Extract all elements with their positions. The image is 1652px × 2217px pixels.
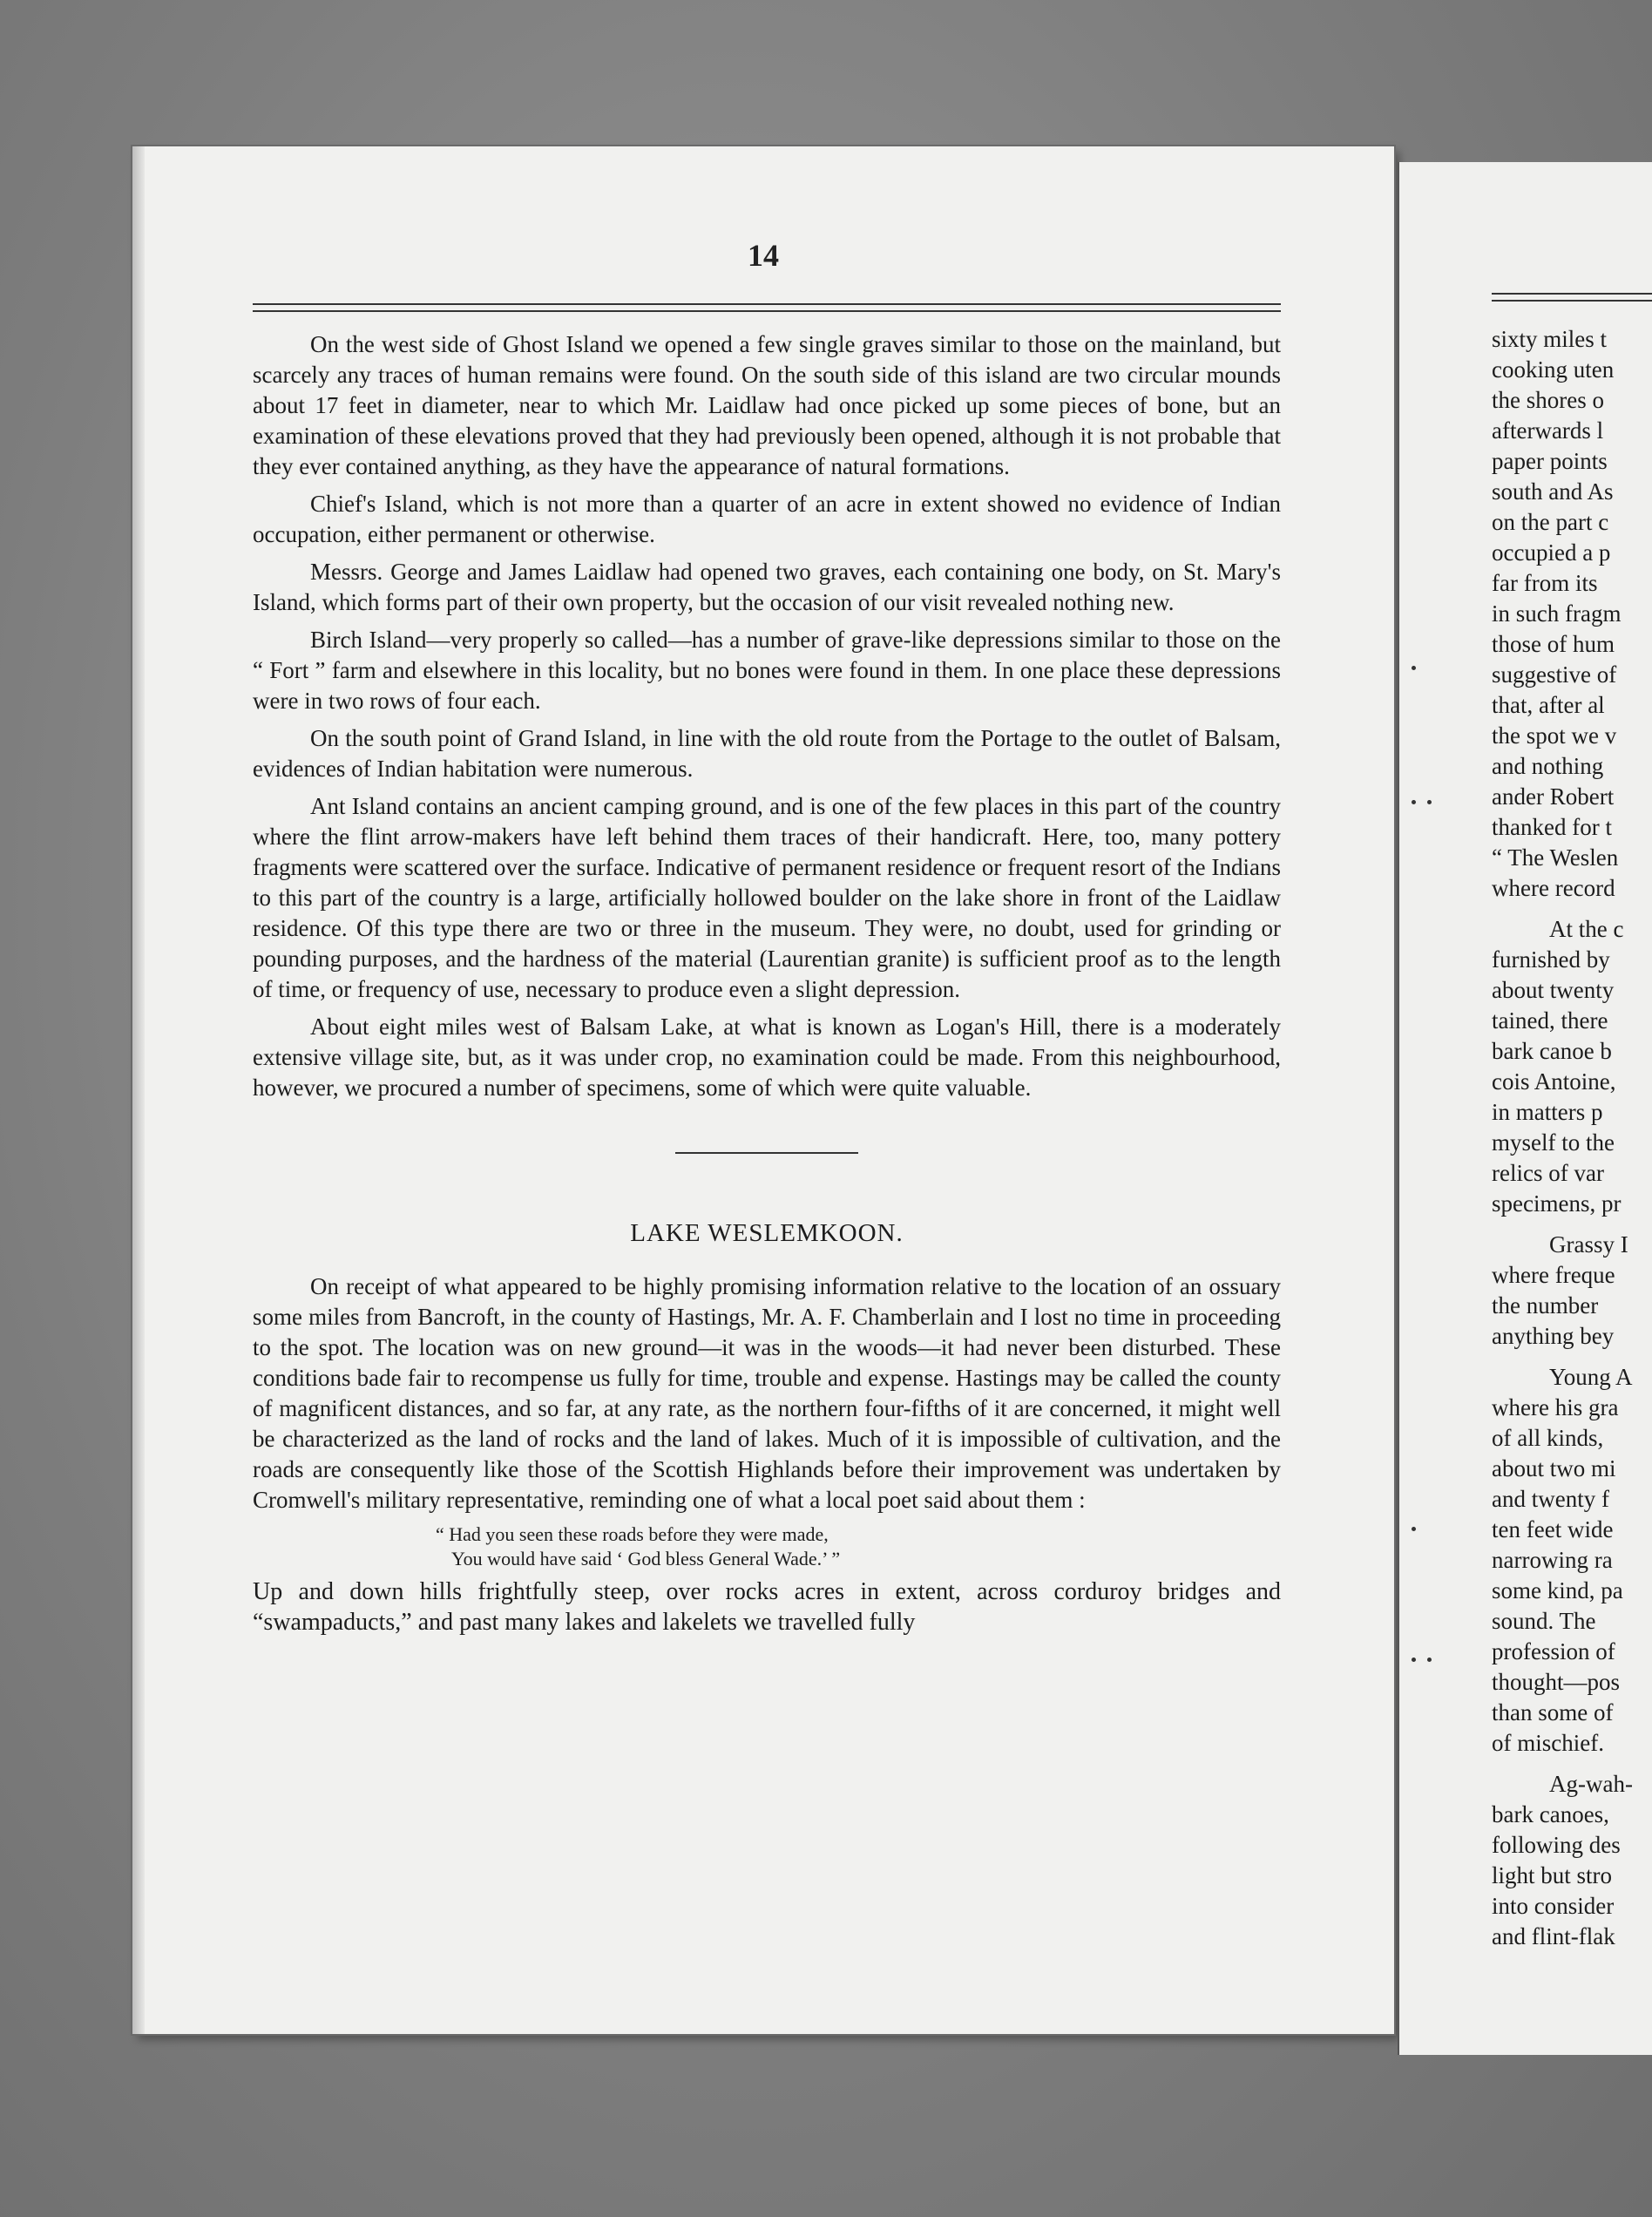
right-page-line: Ag-wah- — [1549, 1771, 1633, 1797]
right-page-line: myself to the — [1492, 1129, 1615, 1156]
right-page-line: suggestive of — [1492, 661, 1617, 688]
right-page-line: relics of var — [1492, 1160, 1604, 1186]
right-page-line: afterwards l — [1492, 417, 1604, 444]
paragraph-gap — [1492, 1219, 1652, 1230]
right-page-line: than some of — [1492, 1699, 1614, 1725]
paragraph-gap — [1492, 1759, 1652, 1769]
paragraph-gap — [1492, 904, 1652, 914]
right-page-line: ten feet wide — [1492, 1516, 1614, 1542]
right-page-line: Young A — [1549, 1364, 1633, 1390]
right-page-line: occupied a p — [1492, 539, 1611, 566]
right-page-line: narrowing ra — [1492, 1547, 1613, 1573]
header-double-rule — [1492, 293, 1652, 302]
right-page — [1399, 162, 1652, 2055]
header-double-rule — [253, 303, 1281, 312]
right-page-line: bark canoe b — [1492, 1038, 1612, 1064]
right-page-line: paper points — [1492, 448, 1608, 474]
verse-quote — [253, 1522, 1281, 1571]
right-page-line: “ The Weslen — [1492, 844, 1619, 871]
right-page-line: ander Robert — [1492, 783, 1615, 810]
right-page-line: following des — [1492, 1832, 1621, 1858]
paragraph-lake-weslemkoon: On receipt of what appeared to be highly promising information relative to the location of an ossuary some miles from Bancroft, in the county of Hastings, Mr. A. F. Chamberlain and I lost no time in proceeding to the spot. The location was on new ground—it was in the woods—it had never been disturbed. These conditions bade fair to recompense us fully for time, trouble and expense. Hastings may be called the county of magnificent distances, and so far, at any rate, as the northern four-fifths of it are concerned, it might well be characterized as the land of rocks and the land of lakes. Much of it is impossible of cultivation, and the roads are consequently like those of the Scottish Highlands before their improvement was undertaken by Cromwell's military representative, reminding one of what a local poet said about them : — [253, 1273, 1281, 1513]
right-page-line: anything bey — [1492, 1323, 1615, 1349]
right-page-line: At the c — [1549, 916, 1624, 942]
right-page-line: Grassy I — [1549, 1231, 1628, 1258]
right-page-line: about twenty — [1492, 977, 1615, 1003]
verse-line: You would have said ‘ God bless General Wade.’ ” — [451, 1548, 841, 1570]
right-page-line: tained, there — [1492, 1007, 1608, 1034]
right-page-line: south and As — [1492, 478, 1614, 505]
right-page-line: the spot we v — [1492, 722, 1617, 749]
right-page-line: the shores o — [1492, 387, 1604, 413]
right-page-line: cooking uten — [1492, 356, 1615, 383]
right-page-line: where freque — [1492, 1262, 1615, 1288]
right-page-line: into consider — [1492, 1893, 1615, 1919]
right-page-line: those of hum — [1492, 631, 1615, 657]
section-divider — [675, 1152, 858, 1154]
right-page-line: of mischief. — [1492, 1730, 1604, 1756]
paragraph-logans-hill: About eight miles west of Balsam Lake, at what is known as Logan's Hill, there is a moderately extensive village site, but, as it was under crop, no examination could be made. From this neighbourhood, however, we procured a number of specimens, some of which were quite valuable. — [253, 1014, 1281, 1101]
section-heading: LAKE WESLEMKOON. — [630, 1219, 904, 1247]
right-page-line: the number — [1492, 1292, 1599, 1319]
right-page-line: and nothing — [1492, 753, 1604, 779]
right-page-body — [1492, 324, 1652, 1952]
paragraph-st-marys-island: Messrs. George and James Laidlaw had opened two graves, each containing one body, on St. Mary's Island, which forms part of their own property, but the occasion of our visit revealed nothing new. — [253, 559, 1281, 615]
right-page-line: and flint-flak — [1492, 1923, 1615, 1949]
page-number: 14 — [748, 238, 779, 273]
right-page-line: where his gra — [1492, 1394, 1619, 1420]
paragraph-birch-island: Birch Island—very properly so called—has a number of grave-like depressions similar to those on the “ Fort ” farm and elsewhere in this locality, but no bones were found in them. In one place these depressions were in two rows of four each. — [253, 627, 1281, 714]
right-page-line: and twenty f — [1492, 1486, 1609, 1512]
right-page-line: profession of — [1492, 1638, 1615, 1664]
left-page — [132, 146, 1394, 2034]
right-page-line: where record — [1492, 875, 1615, 901]
right-page-line: thought—pos — [1492, 1669, 1621, 1695]
binding-hole — [1412, 800, 1416, 804]
right-page-line: sixty miles t — [1492, 326, 1608, 352]
paragraph-gap — [1492, 1352, 1652, 1362]
left-page-body — [253, 329, 1281, 1644]
right-page-line: of all kinds, — [1492, 1425, 1604, 1451]
right-page-line: bark canoes, — [1492, 1801, 1609, 1827]
right-page-line: furnished by — [1492, 946, 1610, 973]
right-page-line: in matters p — [1492, 1099, 1603, 1125]
right-page-line: far from its — [1492, 570, 1598, 596]
paragraph-chiefs-island: Chief's Island, which is not more than a quarter of an acre in extent showed no evidence of Indian occupation, either permanent or otherwise. — [253, 491, 1281, 547]
binding-hole — [1427, 1658, 1432, 1662]
right-page-line: some kind, pa — [1492, 1577, 1623, 1603]
right-page-line: sound. The — [1492, 1608, 1596, 1634]
binding-hole — [1412, 1527, 1416, 1531]
binding-hole — [1427, 800, 1432, 804]
paragraph-ant-island: Ant Island contains an ancient camping ground, and is one of the few places in this part of the country where the flint arrow-makers have left behind them traces of their handicraft. Here, too, many pottery fragments were scattered over the surface. Indicative of permanent residence or frequent resort of the Indians to this part of the country is a large, artificially hollowed boulder on the lake shore in front of the Laidlaw residence. Of this type there are two or three in the museum. They were, no doubt, used for grinding or pounding purposes, and the hardness of the material (Laurentian granite) is sufficient proof as to the length of time, or frequency of use, necessary to produce even a slight depression. — [253, 793, 1281, 1002]
binding-hole — [1412, 666, 1416, 670]
paragraph-grand-island: On the south point of Grand Island, in line with the old route from the Portage to the outlet of Balsam, evidences of Indian habitation were numerous. — [253, 725, 1281, 782]
right-page-line: on the part c — [1492, 509, 1609, 535]
right-page-line: about two mi — [1492, 1455, 1616, 1481]
paragraph-ghost-island: On the west side of Ghost Island we opened a few single graves similar to those on the mainland, but scarcely any traces of human remains were found. On the south side of this island are two circular mounds about 17 feet in diameter, near to which Mr. Laidlaw had once picked up some pieces of bone, but an examination of these elevations proved that they had previously been opened, although it is not probable that they ever contained anything, as they have the appearance of natural formations. — [253, 331, 1281, 479]
right-page-line: thanked for t — [1492, 814, 1612, 840]
right-page-line: cois Antoine, — [1492, 1068, 1616, 1095]
binding-hole — [1412, 1658, 1416, 1662]
paragraph-journey: Up and down hills frightfully steep, over rocks acres in extent, across corduroy bridges and “swampaducts,” and past many lakes and lakelets we travelled fully — [253, 1578, 1281, 1636]
verse-line: “ Had you seen these roads before they were made, — [436, 1523, 829, 1545]
page-spine-shadow — [132, 146, 145, 2034]
right-page-line: in such fragm — [1492, 600, 1622, 627]
right-page-line: that, after al — [1492, 692, 1605, 718]
right-page-line: light but stro — [1492, 1862, 1613, 1888]
right-page-line: specimens, pr — [1492, 1190, 1622, 1217]
